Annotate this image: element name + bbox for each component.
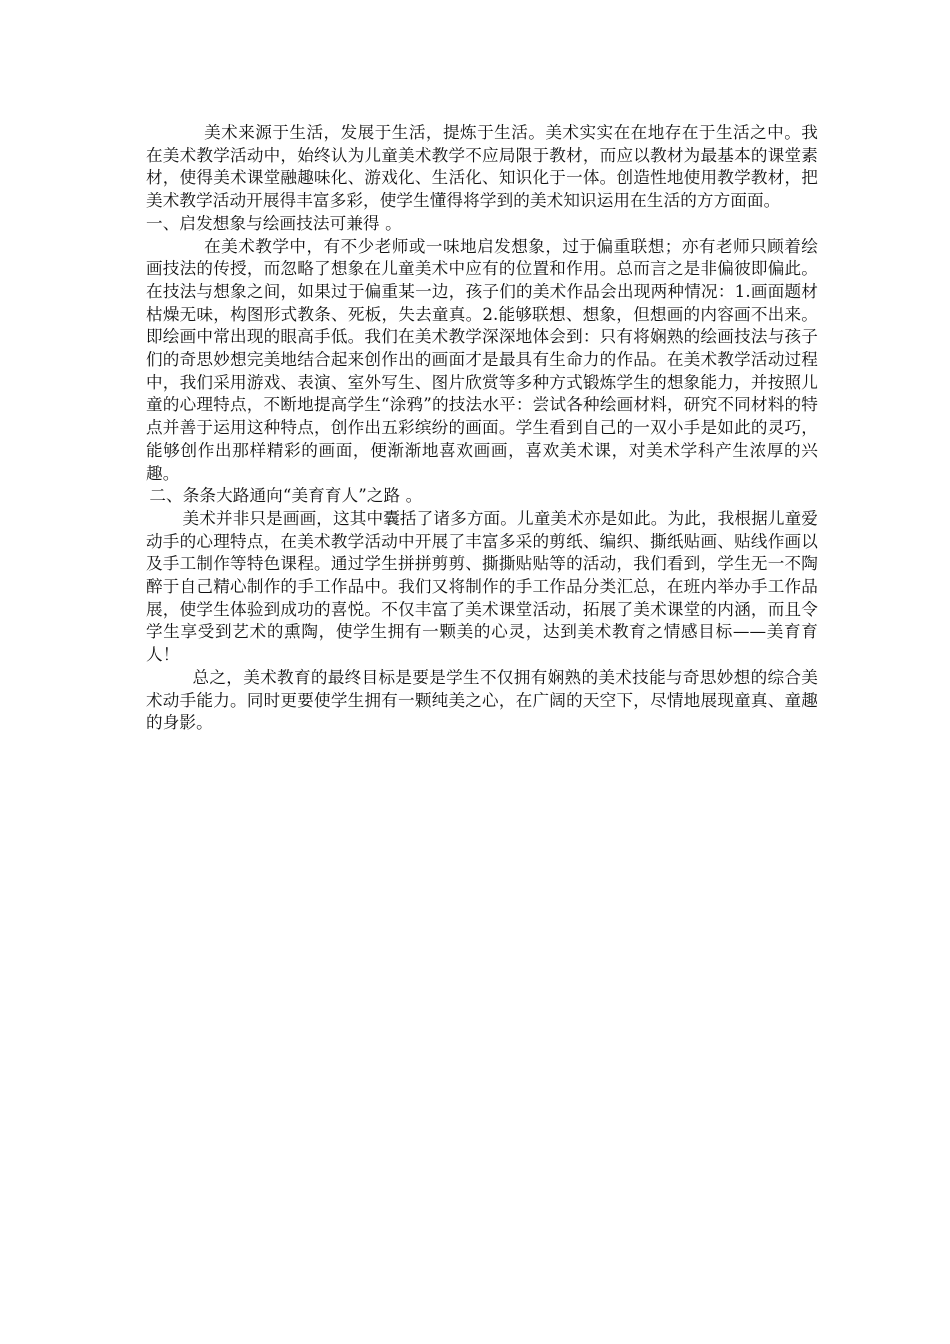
- section-1-heading: 一、启发想象与绘画技法可兼得 。: [146, 213, 402, 233]
- document-body: [146, 122, 818, 735]
- conclusion-paragraph: 总之，美术教育的最终目标是要是学生不仅拥有娴熟的美术技能与奇思妙想的综合美术动手能力。同时更要使学生拥有一颗纯美之心，在广阔的天空下，尽情地展现童真、童趣的身影。: [146, 667, 818, 733]
- section-2-paragraph: 美术并非只是画画，这其中囊括了诸多方面。儿童美术亦是如此。为此，我根据儿童爱动手的心理特点，在美术教学活动中开展了丰富多采的剪纸、编织、撕纸贴画、贴线作画以及手工制作等特色课程。通过学生拼拼剪剪、撕撕贴贴等的活动，我们看到，学生无一不陶醉于自己精心制作的手工作品中。我们又将制作的手工作品分类汇总，在班内举办手工作品展，使学生体验到成功的喜悦。不仅丰富了美术课堂活动，拓展了美术课堂的内涵，而且令学生享受到艺术的熏陶，使学生拥有一颗美的心灵，达到美术教育之情感目标——美育育人！: [146, 508, 818, 665]
- section-2-heading: 二、条条大路通向“美育育人”之路 。: [149, 486, 423, 506]
- section-1-paragraph: 在美术教学中，有不少老师或一味地启发想象，过于偏重联想；亦有老师只顾着绘画技法的传授，而忽略了想象在儿童美术中应有的位置和作用。总而言之是非偏彼即偏此。在技法与想象之间，如果过于偏重某一边，孩子们的美术作品会出现两种情况：1.画面题材枯燥无味，构图形式教条、死板，失去童真。2.能够联想、想象，但想画的内容画不出来。即绘画中常出现的眼高手低。我们在美术教学深深地体会到：只有将娴熟的绘画技法与孩子们的奇思妙想完美地结合起来创作出的画面才是最具有生命力的作品。在美术教学活动过程中，我们采用游戏、表演、室外写生、图片欣赏等多种方式锻炼学生的想象能力，并按照儿童的心理特点，不断地提高学生“涂鸦”的技法水平：尝试各种绘画材料，研究不同材料的特点并善于运用这种特点，创作出五彩缤纷的画面。学生看到自己的一双小手是如此的灵巧，能够创作出那样精彩的画面，便渐渐地喜欢画画，喜欢美术课，对美术学科产生浓厚的兴趣。: [146, 236, 818, 483]
- intro-paragraph: 美术来源于生活，发展于生活，提炼于生活。美术实实在在地存在于生活之中。我在美术教学活动中，始终认为儿童美术教学不应局限于教材，而应以教材为最基本的课堂素材，使得美术课堂融趣味化、游戏化、生活化、知识化于一体。创造性地使用教学教材，把美术教学活动开展得丰富多彩，使学生懂得将学到的美术知识运用在生活的方方面面。: [146, 123, 818, 211]
